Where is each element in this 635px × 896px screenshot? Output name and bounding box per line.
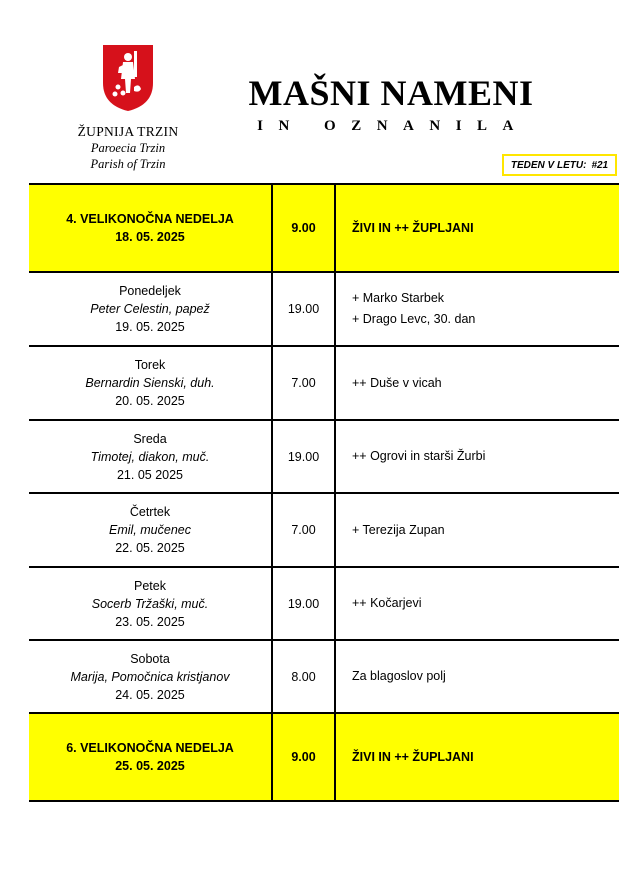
- day-cell: [29, 641, 271, 712]
- parish-name-english: Parish of Trzin: [90, 157, 166, 171]
- saint-of-day: Peter Celestin, papež: [90, 302, 210, 316]
- day-cell: [29, 714, 271, 800]
- saint-of-day: Timotej, diakon, muč.: [90, 449, 210, 464]
- day-cell: [29, 347, 271, 419]
- mass-time: 19.00: [271, 273, 336, 345]
- mass-date: 18. 05. 2025: [115, 230, 185, 244]
- parish-name-latin: Paroecia Trzin: [90, 141, 166, 155]
- intentions-cell: [336, 568, 619, 639]
- saint-of-day: Marija, Pomočnica kristjanov: [70, 669, 230, 684]
- day-name: 4. VELIKONOČNA NEDELJA: [66, 212, 234, 226]
- saint-of-day: Emil, mučenec: [109, 523, 191, 537]
- intentions-cell: [336, 347, 619, 419]
- mass-time: 19.00: [271, 568, 336, 639]
- weekday-row: [29, 273, 619, 347]
- mass-intention: ++ Ogrovi in starši Žurbi: [352, 449, 486, 463]
- mass-date: 24. 05. 2025: [115, 687, 185, 702]
- mass-time: 9.00: [271, 714, 336, 800]
- mass-time: 19.00: [271, 421, 336, 492]
- day-cell: [29, 568, 271, 639]
- parish-name-block: [64, 124, 192, 172]
- mass-intention: ŽIVI IN ++ ŽUPLJANI: [352, 749, 474, 764]
- day-name: Ponedeljek: [119, 284, 181, 298]
- mass-date: 22. 05. 2025: [115, 541, 185, 555]
- intentions-cell: [336, 714, 619, 800]
- day-name: Petek: [134, 578, 166, 593]
- mass-time: 7.00: [271, 347, 336, 419]
- mass-intention: + Terezija Zupan: [352, 522, 445, 537]
- page-title: MAŠNI NAMENI: [248, 73, 534, 113]
- day-cell: [29, 273, 271, 345]
- parish-crest-logo: [101, 43, 155, 113]
- mass-date: 20. 05. 2025: [115, 394, 185, 408]
- day-name: Torek: [134, 358, 166, 372]
- day-name: Sreda: [133, 431, 167, 446]
- intentions-cell: [336, 185, 619, 271]
- day-name: Sobota: [130, 651, 170, 666]
- mass-intention: ++ Kočarjevi: [352, 596, 422, 610]
- intentions-cell: [336, 421, 619, 492]
- mass-intention: Za blagoslov polj: [352, 669, 446, 683]
- mass-intention: + Marko Starbek: [352, 291, 445, 305]
- mass-time: 8.00: [271, 641, 336, 712]
- sunday-row: [29, 185, 619, 273]
- saint-of-day: Socerb Tržaški, muč.: [91, 596, 209, 611]
- mass-intention: ŽIVI IN ++ ŽUPLJANI: [352, 220, 474, 235]
- mass-schedule-table: [29, 183, 619, 802]
- week-of-year-badge: [502, 154, 617, 176]
- weekday-row: [29, 494, 619, 568]
- page-subtitle: IN OZNANILA: [257, 118, 529, 134]
- mass-date: 19. 05. 2025: [115, 320, 185, 334]
- mass-date: 23. 05. 2025: [115, 614, 185, 629]
- day-cell: [29, 421, 271, 492]
- weekday-row: [29, 568, 619, 641]
- day-cell: [29, 494, 271, 566]
- week-label: TEDEN V LETU:: [510, 159, 587, 171]
- day-name: 6. VELIKONOČNA NEDELJA: [66, 741, 234, 755]
- intentions-cell: [336, 273, 619, 345]
- sunday-row: [29, 714, 619, 802]
- week-number: #21: [591, 159, 609, 171]
- mass-intention: ++ Duše v vicah: [352, 375, 442, 390]
- weekday-row: [29, 347, 619, 421]
- mass-intention: + Drago Levc, 30. dan: [352, 312, 476, 326]
- mass-time: 7.00: [271, 494, 336, 566]
- saint-of-day: Bernardin Sienski, duh.: [85, 376, 215, 390]
- weekday-row: [29, 641, 619, 714]
- mass-date: 21. 05 2025: [116, 467, 184, 482]
- mass-time: 9.00: [271, 185, 336, 271]
- mass-date: 25. 05. 2025: [115, 759, 185, 773]
- day-name: Četrtek: [129, 505, 171, 519]
- intentions-cell: [336, 641, 619, 712]
- intentions-cell: [336, 494, 619, 566]
- weekday-row: [29, 421, 619, 494]
- day-cell: [29, 185, 271, 271]
- parish-name: ŽUPNIJA TRZIN: [77, 124, 179, 139]
